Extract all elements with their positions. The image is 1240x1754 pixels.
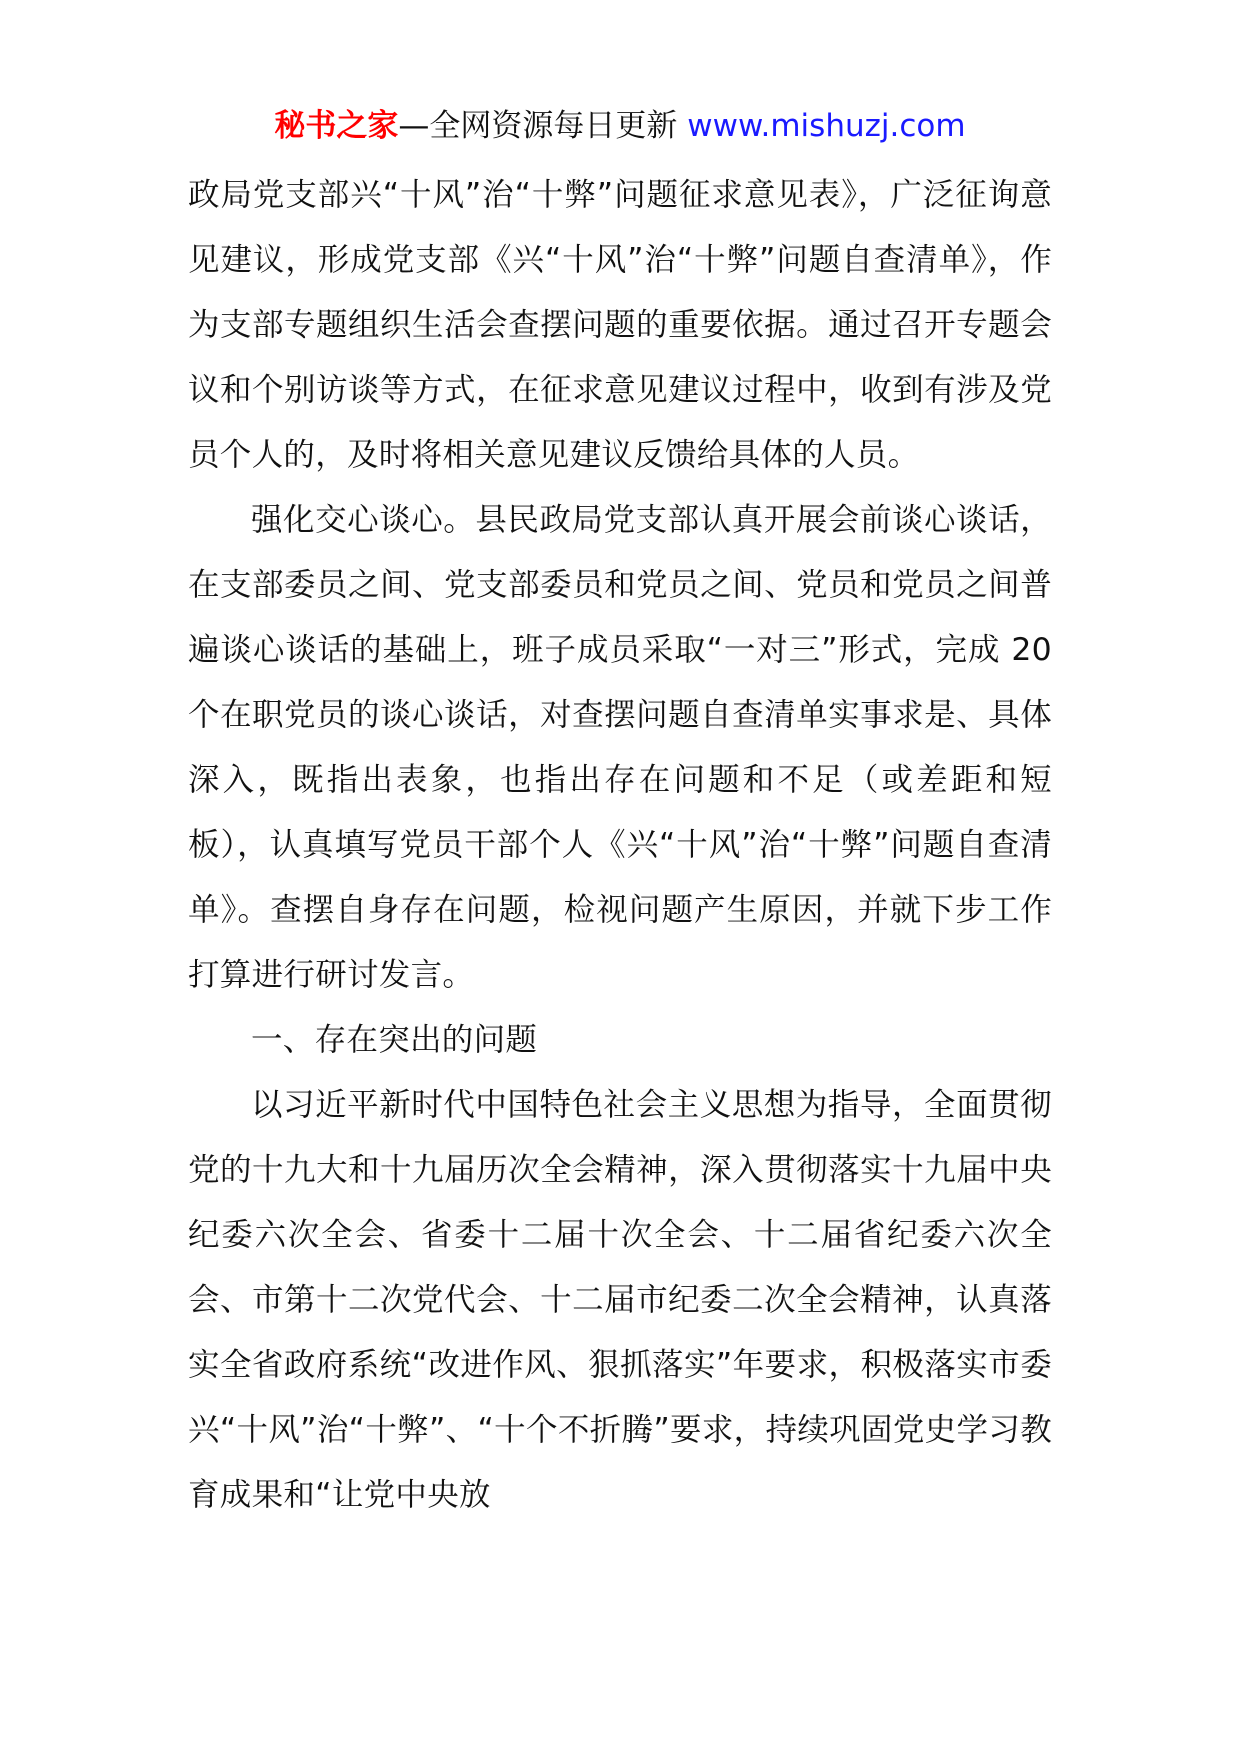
document-body <box>188 163 1052 1528</box>
header-url[interactable]: www.mishuzj.com <box>687 108 966 144</box>
paragraph: 以习近平新时代中国特色社会主义思想为指导，全面贯彻党的十九大和十九届历次全会精神，深入贯彻落实十九届中央纪委六次全会、省委十二届十次全会、十二届省纪委六次全会、市第十二次党代会、十二届市纪委二次全会精神，认真落实全省政府系统“改进作风、狠抓落实”年要求，积极落实市委兴“十风”治“十弊”、“十个不折腾”要求，持续巩固党史学习教育成果和“让党中央放 <box>188 1087 1052 1513</box>
paragraph: 强化交心谈心。县民政局党支部认真开展会前谈心谈话，在支部委员之间、党支部委员和党员之间、党员和党员之间普遍谈心谈话的基础上，班子成员采取“一对三”形式，完成 20 个在职党员的谈心谈话，对查摆问题自查清单实事求是、具体深入，既指出表象，也指出存在问题和不足（或差距和短板），认真填写党员干部个人《兴“十风”治“十弊”问题自查清单》。查摆自身存在问题，检视问题产生原因，并就下步工作打算进行研讨发言。 <box>188 502 1052 993</box>
paragraph: 政局党支部兴“十风”治“十弊”问题征求意见表》，广泛征询意见建议，形成党支部《兴“十风”治“十弊”问题自查清单》，作为支部专题组织生活会查摆问题的重要依据。通过召开专题会议和个别访谈等方式，在征求意见建议过程中，收到有涉及党员个人的，及时将相关意见建议反馈给具体的人员。 <box>188 177 1052 473</box>
brand-name: 秘书之家 <box>274 108 399 144</box>
section-heading: 一、存在突出的问题 <box>251 1022 538 1058</box>
page-header <box>0 100 1240 152</box>
header-tagline: —全网资源每日更新 <box>398 108 688 144</box>
